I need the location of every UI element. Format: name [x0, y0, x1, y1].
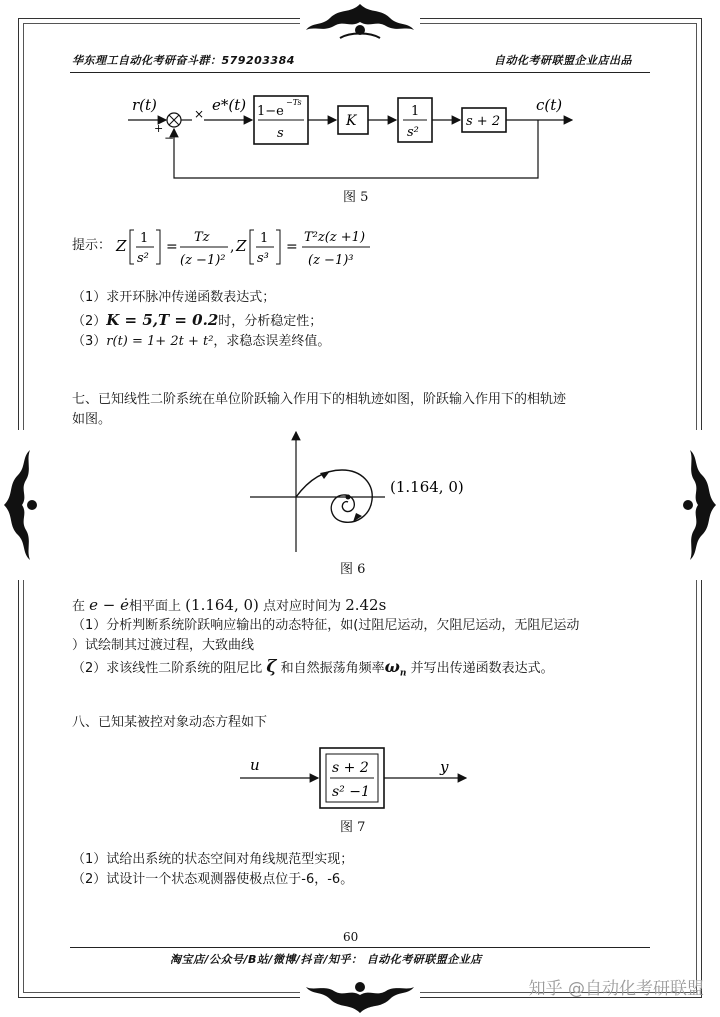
q6-item3-prefix: （3） — [72, 334, 107, 349]
figure-6-caption: 图 6 — [340, 562, 366, 577]
hint-z1-rhs-num: Tz — [194, 230, 210, 245]
sampler-switch: × — [194, 107, 205, 121]
q7-title-line1: 七、已知线性二阶系统在单位阶跃输入作用下的相轨迹如图，阶跃输入作用下的相轨迹 — [72, 392, 567, 407]
phase-trajectory — [296, 470, 372, 522]
zoh-exponent: −Ts — [286, 98, 302, 107]
q7-line1-c: 点对应时间为 — [263, 599, 342, 614]
header-left: 华东理工自动化考研奋斗群：579203384 — [72, 54, 295, 67]
figure-6-phase-portrait — [240, 426, 470, 556]
equilibrium-point — [346, 495, 351, 500]
q7-item2-a: （2）求该线性二阶系统的阻尼比 — [72, 661, 263, 676]
q6-item2-suffix: 时，分析稳定性； — [218, 314, 323, 329]
q7-item2 — [72, 657, 554, 684]
left-ornament — [0, 430, 42, 580]
q6-item2-math: K = 5,T = 0.2 — [106, 311, 219, 329]
q6-item3 — [72, 332, 330, 352]
q7-item1-line1: （1）分析判断系统阶跃响应输出的动态特征，如(过阻尼运动，欠阻尼运动，无阻尼运动 — [72, 618, 580, 633]
plus-sign: + — [154, 122, 164, 135]
output-y: y — [440, 758, 449, 776]
figure-5-block-diagram — [120, 88, 580, 188]
signal-c: c(t) — [536, 96, 563, 114]
footer-rule — [70, 947, 650, 948]
input-u: u — [250, 756, 260, 774]
right-ornament — [678, 430, 720, 580]
figure-7-plant-block — [236, 740, 476, 812]
zoh-numerator: 1−e — [257, 104, 284, 119]
q7-item2-omega: ω — [384, 657, 400, 676]
page-number: 60 — [343, 930, 359, 944]
q7-line1-point: (1.164, 0) — [185, 596, 259, 614]
lead-expr: s + 2 — [466, 114, 501, 129]
hint-z2-den: s³ — [257, 251, 269, 266]
q7-line1-value: 2.42s — [345, 596, 387, 614]
minus-sign: − — [164, 131, 175, 145]
hint-formula — [114, 218, 374, 274]
q7-item2-b: 和自然振荡角频率 — [280, 661, 385, 676]
top-ornament — [300, 0, 420, 46]
integrator-numerator: 1 — [411, 104, 420, 119]
watermark: 知乎 @自动化考研联盟 — [528, 979, 704, 999]
q7-line1-math: e − ė — [89, 596, 130, 614]
hint-z1-num: 1 — [140, 231, 149, 246]
q7-item2-omega-sub: n — [399, 668, 407, 679]
point-label: (1.164, 0) — [390, 478, 464, 496]
q6-item1: （1）求开环脉冲传递函数表达式； — [72, 290, 276, 305]
footer-text: 淘宝店/公众号/B站/微博/抖音/知乎： 自动化考研联盟企业店 — [170, 953, 482, 966]
header-right: 自动化考研联盟企业店出品 — [494, 54, 632, 67]
hint-z2-rhs-den: (z −1)³ — [308, 253, 354, 268]
bottom-ornament — [300, 975, 420, 1017]
hint-prefix: 提示： — [72, 238, 112, 253]
q7-line1-b: 相平面上 — [129, 599, 182, 614]
q6-item3-math: r(t) = 1+ 2t + t² — [106, 334, 214, 349]
figure-5-caption: 图 5 — [343, 190, 369, 205]
figure-7-caption: 图 7 — [340, 820, 366, 835]
q7-item1-line2: ）试绘制其过渡过程，大致曲线 — [72, 638, 255, 653]
integrator-denominator: s² — [407, 125, 419, 140]
hint-z2-num: 1 — [260, 231, 269, 246]
svg-text:=: = — [286, 239, 298, 255]
gain-k: K — [346, 113, 357, 129]
q6-item3-suffix: ，求稳态误差终值。 — [213, 334, 331, 349]
header-rule — [70, 72, 650, 73]
q6-item2 — [72, 310, 322, 332]
q8-title: 八、已知某被控对象动态方程如下 — [72, 715, 268, 730]
q7-item2-zeta: ζ — [266, 657, 277, 677]
q7-item2-c: 并写出传递函数表达式。 — [410, 661, 554, 676]
signal-estar: e*(t) — [212, 96, 247, 114]
plant-denominator: s² −1 — [332, 784, 370, 800]
hint-z2-rhs-num: T²z(z +1) — [304, 230, 366, 245]
svg-text:,: , — [230, 239, 235, 255]
plant-numerator: s + 2 — [332, 760, 369, 776]
q6-item2-prefix: （2） — [72, 314, 107, 329]
q7-title-line2: 如图。 — [72, 412, 112, 427]
q8-item2: （2）试设计一个状态观测器使极点位于-6，-6。 — [72, 872, 354, 887]
q7-line1 — [72, 595, 386, 617]
svg-text:=: = — [166, 239, 178, 255]
svg-text:Z: Z — [116, 237, 127, 255]
zoh-denominator: s — [277, 126, 284, 141]
q8-item1: （1）试给出系统的状态空间对角线规范型实现； — [72, 852, 354, 867]
hint-z1-den: s² — [137, 251, 149, 266]
hint-z1-rhs-den: (z −1)² — [180, 253, 226, 268]
signal-r: r(t) — [132, 96, 157, 114]
q7-line1-a: 在 — [72, 599, 86, 614]
svg-text:Z: Z — [236, 237, 247, 255]
